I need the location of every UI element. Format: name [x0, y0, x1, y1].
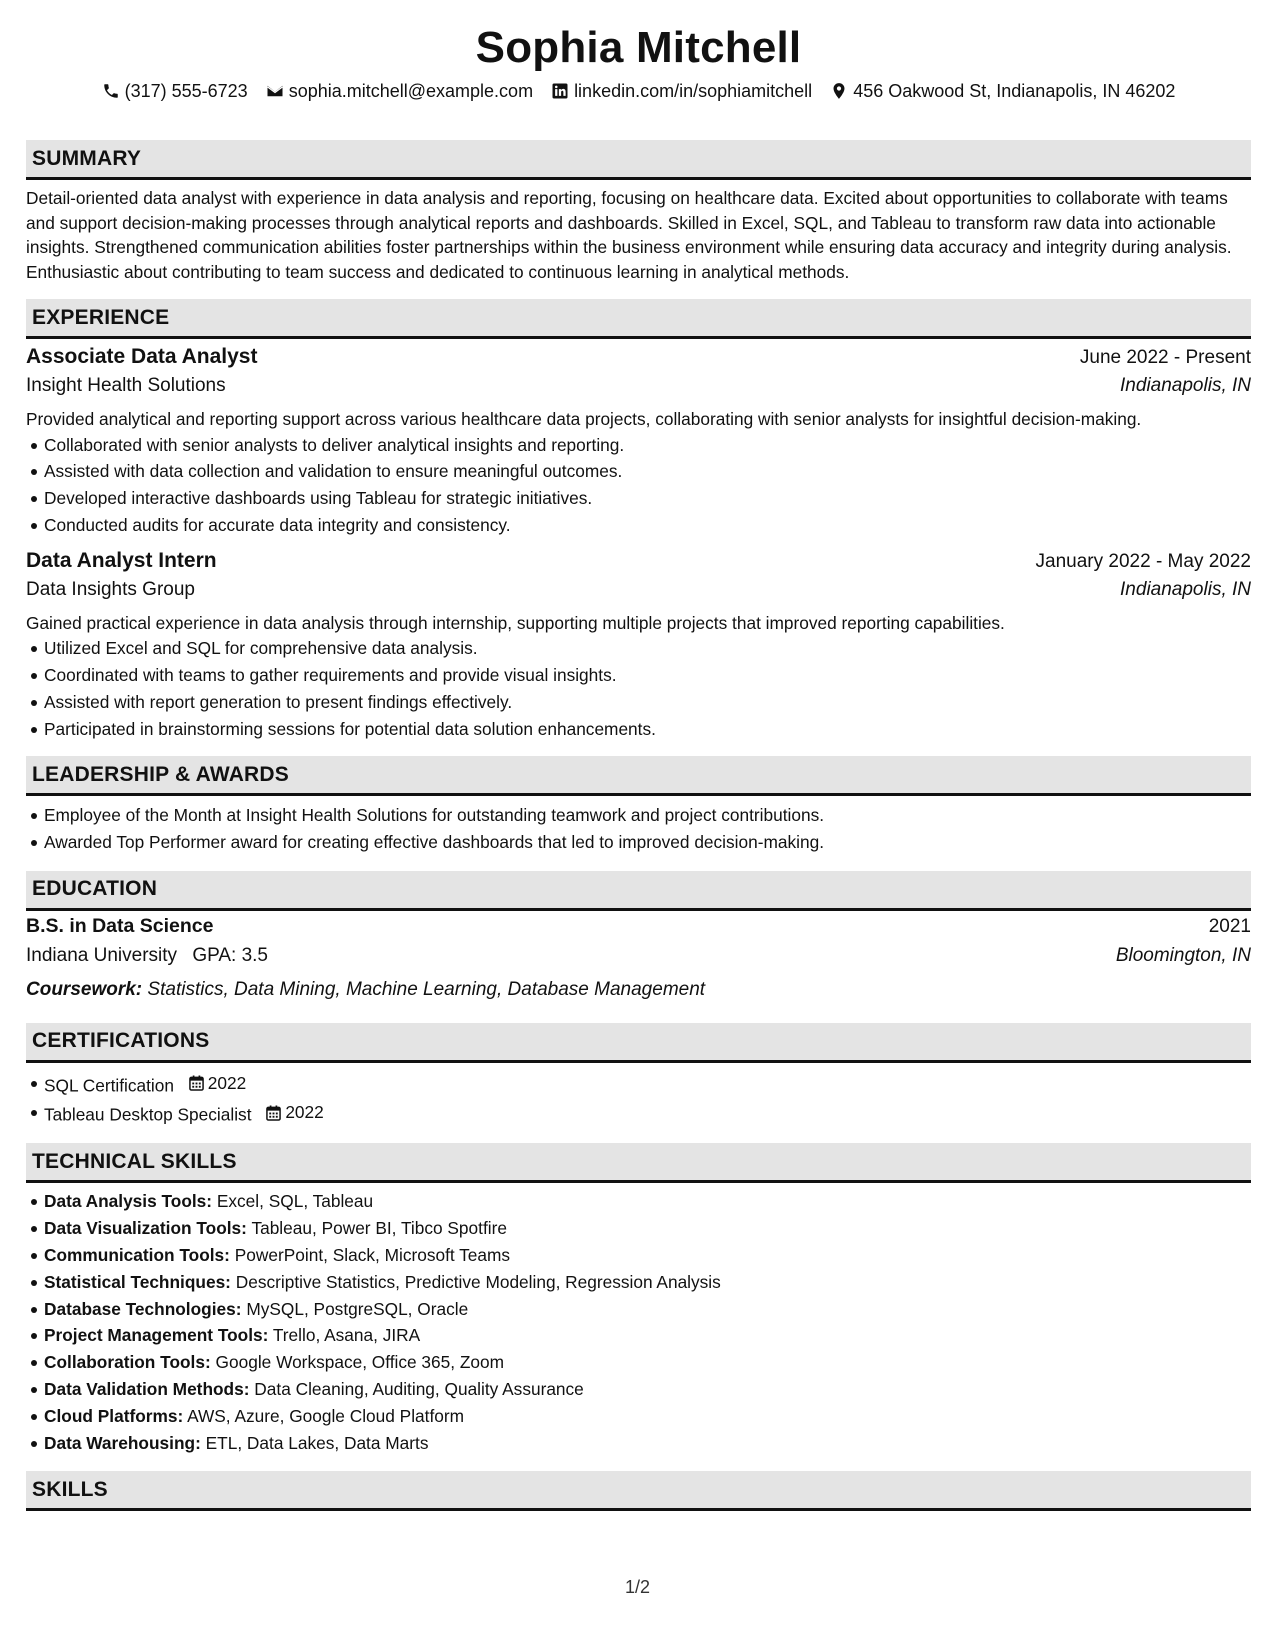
skill-label: Collaboration Tools: — [44, 1352, 211, 1373]
list-item: Participated in brainstorming sessions for potential data solution enhancements. — [26, 716, 1251, 743]
skill-value: Trello, Asana, JIRA — [272, 1325, 421, 1346]
list-item: Developed interactive dashboards using Tableau for strategic initiatives. — [26, 485, 1251, 512]
list-item: Coordinated with teams to gather requirements and provide visual insights. — [26, 662, 1251, 689]
job-bullets — [26, 432, 1251, 539]
list-item: Conducted audits for accurate data integrity and consistency. — [26, 512, 1251, 539]
contact-email[interactable] — [266, 81, 533, 102]
coursework-list: Statistics, Data Mining, Machine Learning, Database Management — [147, 978, 706, 1000]
linkedin-icon — [551, 82, 569, 100]
list-item: Awarded Top Performer award for creating effective dashboards that led to improved decision-making. — [26, 829, 1251, 856]
skill-value: ETL, Data Lakes, Data Marts — [205, 1432, 429, 1453]
certifications-list — [26, 1070, 1251, 1128]
page-number: 1/2 — [624, 1577, 651, 1597]
certification-name: Tableau Desktop Specialist — [44, 1104, 252, 1125]
summary-heading: SUMMARY — [26, 140, 1251, 180]
calendar-icon — [189, 1075, 204, 1091]
map-pin-icon — [830, 82, 848, 100]
job-title: Data Analyst Intern — [26, 548, 217, 572]
coursework — [26, 975, 1251, 1005]
skill-value: Google Workspace, Office 365, Zoom — [215, 1352, 505, 1373]
candidate-name: Sophia Mitchell — [475, 23, 802, 72]
skill-value: PowerPoint, Slack, Microsoft Teams — [234, 1244, 511, 1265]
technical-skills-heading: TECHNICAL SKILLS — [26, 1143, 1251, 1183]
job-company: Data Insights Group — [26, 578, 195, 600]
school-name: Indiana University — [26, 944, 178, 966]
leadership-heading: LEADERSHIP & AWARDS — [26, 756, 1251, 796]
certifications-heading: CERTIFICATIONS — [26, 1023, 1251, 1063]
job-dates: June 2022 - Present — [1079, 347, 1251, 368]
phone-text: (317) 555-6723 — [124, 80, 248, 101]
list-item: Employee of the Month at Insight Health Solutions for outstanding teamwork and project contributions. — [26, 802, 1251, 829]
list-item — [26, 1430, 1251, 1457]
experience-heading: EXPERIENCE — [26, 299, 1251, 339]
list-item — [26, 1376, 1251, 1403]
phone-icon — [102, 82, 120, 100]
summary-text: Detail-oriented data analyst with experience in data analysis and reporting, focusing on healthcare data. Excited about opportunities to collaborate with teams and support decision-making processes through analytical reports and dashboards. Skilled in Excel, SQL, and Tableau to transform raw data into actionable insights. Strengthened communication abilities foster partnerships within the business environment while ensuring data accuracy and integrity during analysis. Enthusiastic about contributing to team success and dedicated to continuous learning in analytical methods. — [26, 188, 1232, 282]
job-description: Provided analytical and reporting support across various healthcare data projects, collaborating with senior analysts for insightful decision-making. — [26, 409, 1142, 429]
skill-label: Project Management Tools: — [44, 1325, 269, 1346]
degree: B.S. in Data Science — [26, 914, 214, 937]
list-item — [26, 1403, 1251, 1430]
skill-label: Cloud Platforms: — [44, 1405, 184, 1426]
address-text: 456 Oakwood St, Indianapolis, IN 46202 — [853, 80, 1176, 101]
email-text[interactable]: sophia.mitchell@example.com — [288, 80, 534, 101]
skill-label: Database Technologies: — [44, 1298, 242, 1319]
job-company: Insight Health Solutions — [26, 375, 226, 396]
skill-value: Data Cleaning, Auditing, Quality Assurance — [254, 1378, 584, 1399]
leadership-list — [26, 802, 1251, 856]
contact-phone — [102, 81, 248, 102]
skills-heading: SKILLS — [26, 1471, 1251, 1511]
list-item — [26, 1215, 1251, 1242]
contact-address — [830, 81, 1175, 102]
list-item — [26, 1099, 1251, 1128]
list-item: Assisted with report generation to present findings effectively. — [26, 689, 1251, 716]
list-item — [26, 1269, 1251, 1296]
list-item — [26, 1188, 1251, 1215]
graduation-year: 2021 — [1208, 915, 1251, 937]
skill-label: Data Analysis Tools: — [44, 1191, 213, 1212]
job-location: Indianapolis, IN — [1120, 578, 1251, 600]
certification-year: 2022 — [285, 1102, 324, 1123]
skill-label: Data Validation Methods: — [44, 1378, 250, 1399]
skill-value: Tableau, Power BI, Tibco Spotfire — [251, 1218, 507, 1239]
list-item — [26, 1242, 1251, 1269]
list-item — [26, 1322, 1251, 1349]
skill-value: MySQL, PostgreSQL, Oracle — [246, 1298, 469, 1319]
job-entry — [26, 549, 1251, 743]
technical-skills-list — [26, 1188, 1251, 1456]
list-item — [26, 1296, 1251, 1323]
calendar-icon — [266, 1105, 281, 1121]
contact-bar — [26, 76, 1251, 106]
envelope-icon — [266, 82, 284, 100]
list-item — [26, 1070, 1251, 1099]
job-title: Associate Data Analyst — [26, 345, 258, 368]
job-description: Gained practical experience in data analysis through internship, supporting multiple projects that improved reporting capabilities. — [26, 612, 1005, 633]
skill-label: Communication Tools: — [44, 1244, 230, 1265]
list-item — [26, 1349, 1251, 1376]
resume-page — [26, 0, 1251, 1511]
skill-value: Descriptive Statistics, Predictive Modeling, Regression Analysis — [235, 1271, 721, 1292]
gpa: GPA: 3.5 — [192, 944, 268, 966]
job-location: Indianapolis, IN — [1120, 375, 1251, 396]
job-entry — [26, 345, 1251, 539]
school-location: Bloomington, IN — [1115, 944, 1251, 966]
education-heading: EDUCATION — [26, 871, 1251, 911]
certification-name: SQL Certification — [44, 1075, 174, 1096]
coursework-label: Coursework: — [26, 978, 143, 1000]
skill-label: Statistical Techniques: — [44, 1271, 231, 1292]
education-entry — [26, 915, 1251, 1005]
certification-year: 2022 — [207, 1072, 247, 1093]
list-item: Utilized Excel and SQL for comprehensive data analysis. — [26, 635, 1251, 662]
skill-value: Excel, SQL, Tableau — [216, 1191, 374, 1212]
contact-linkedin[interactable] — [551, 81, 812, 102]
skill-label: Data Warehousing: — [44, 1432, 201, 1453]
skill-label: Data Visualization Tools: — [44, 1218, 247, 1239]
job-bullets — [26, 635, 1251, 742]
linkedin-text[interactable]: linkedin.com/in/sophiamitchell — [574, 80, 813, 101]
job-dates: January 2022 - May 2022 — [1035, 550, 1251, 572]
list-item: Collaborated with senior analysts to deliver analytical insights and reporting. — [26, 432, 1251, 459]
list-item: Assisted with data collection and validation to ensure meaningful outcomes. — [26, 458, 1251, 485]
skill-value: AWS, Azure, Google Cloud Platform — [187, 1405, 465, 1426]
